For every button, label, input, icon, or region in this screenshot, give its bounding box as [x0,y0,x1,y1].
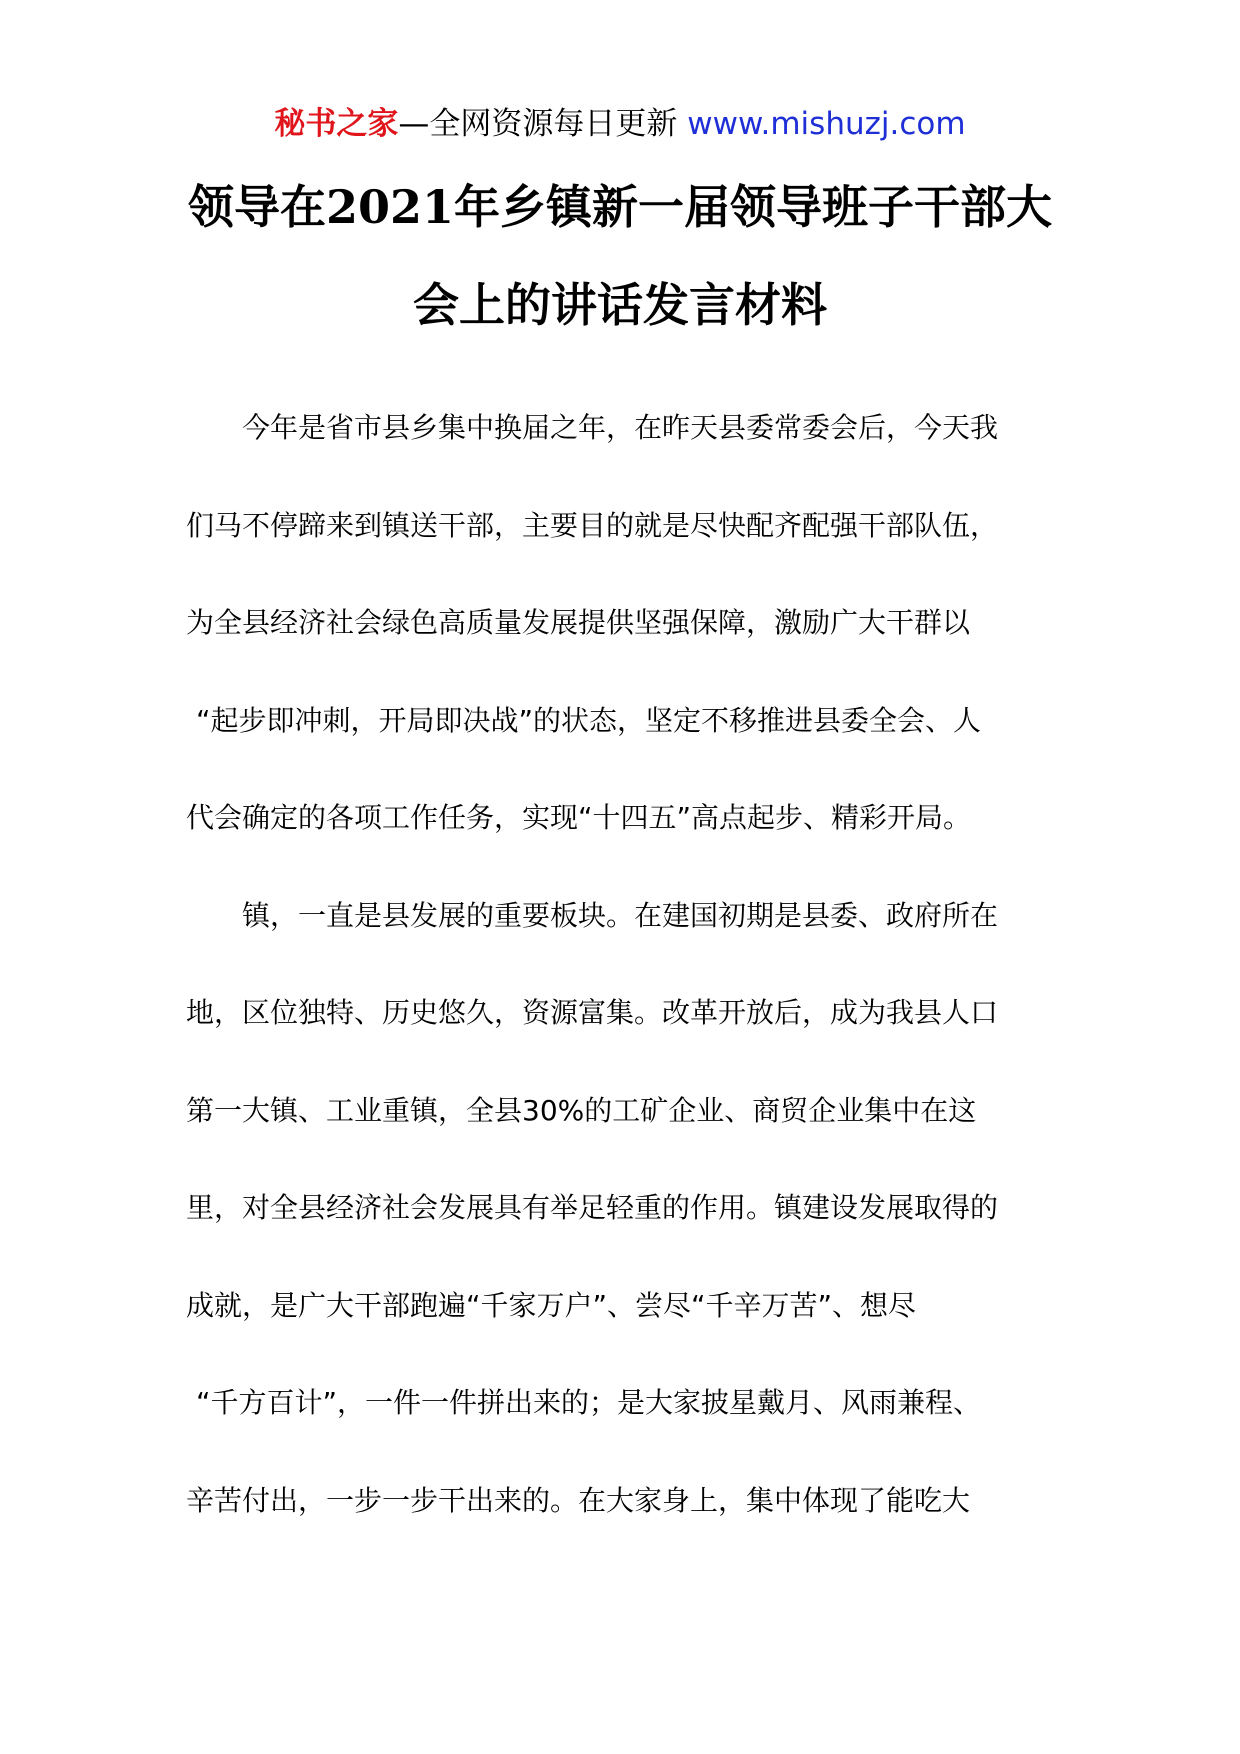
brand-name: 秘书之家 [274,106,399,142]
document-title [150,158,1090,354]
paragraph-2-line-3: 第一大镇、工业重镇，全县30%的工矿企业、商贸企业集中在这 [186,1093,977,1127]
site-header [0,100,1240,148]
paragraph-1-line-5: 代会确定的各项工作任务，实现“十四五”高点起步、精彩开局。 [186,801,972,834]
paragraph-2-line-7: 辛苦付出，一步一步干出来的。在大家身上，集中体现了能吃大 [186,1483,971,1517]
paragraph-2-line-1: 镇，一直是县发展的重要板块。在建国初期是县委、政府所在 [242,898,999,932]
paragraph-1-line-4: “起步即冲刺，开局即决战”的状态，坚定不移推进县委全会、人 [196,703,982,737]
site-url-link[interactable]: www.mishuzj.com [687,106,966,142]
title-line-2: 会上的讲话发言材料 [413,278,827,332]
header-tagline: —全网资源每日更新 [398,106,678,142]
paragraph-1-line-3: 为全县经济社会绿色高质量发展提供坚强保障，激励广大干群以 [186,606,971,639]
paragraph-2-line-2: 地，区位独特、历史悠久，资源富集。改革开放后，成为我县人口 [186,996,999,1029]
paragraph-1-line-2: 们马不停蹄来到镇送干部，主要目的就是尽快配齐配强干部队伍， [186,508,999,542]
paragraph-1-line-1: 今年是省市县乡集中换届之年，在昨天县委常委会后，今天我 [242,411,999,444]
paragraph-2-line-4: 里，对全县经济社会发展具有举足轻重的作用。镇建设发展取得的 [186,1191,999,1224]
document-body [186,404,1046,1574]
title-line-1: 领导在2021年乡镇新一届领导班子干部大 [187,180,1053,234]
paragraph-2-line-6: “千方百计”，一件一件拼出来的；是大家披星戴月、风雨兼程、 [196,1386,982,1419]
paragraph-2-line-5: 成就，是广大干部跑遍“千家万户”、尝尽“千辛万苦”、想尽 [186,1288,917,1322]
